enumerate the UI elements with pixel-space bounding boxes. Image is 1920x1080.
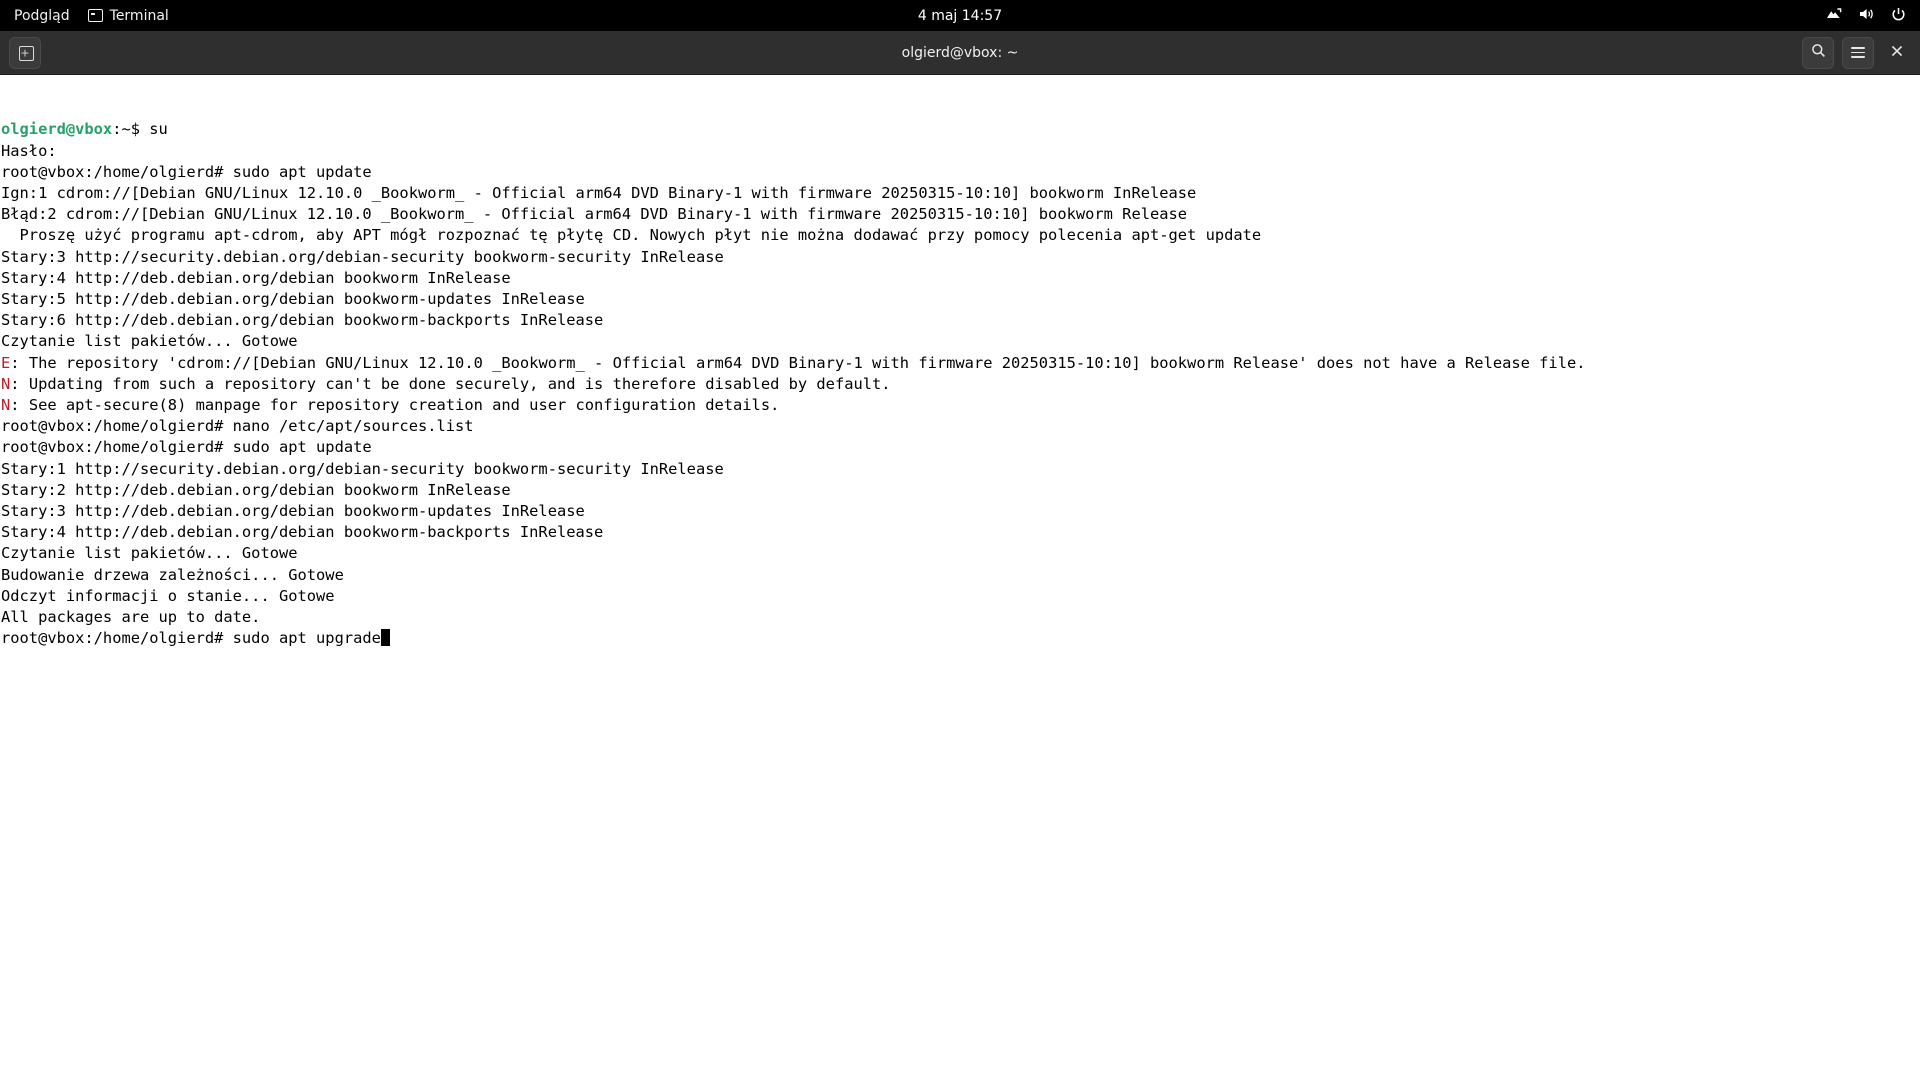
- top-bar-left-group: [0, 8, 169, 24]
- terminal-text: All packages are up to date.: [1, 608, 261, 627]
- top-bar-status-area[interactable]: [1825, 7, 1920, 25]
- search-button[interactable]: [1802, 37, 1834, 69]
- terminal-line: [0, 353, 1920, 374]
- terminal-line: [0, 162, 1920, 183]
- terminal-cursor: [381, 629, 390, 646]
- hamburger-menu-icon: [1851, 47, 1865, 58]
- terminal-line: [0, 247, 1920, 268]
- terminal-text: Błąd:2 cdrom://[Debian GNU/Linux 12.10.0 _Bookworm_ - Official arm64 DVD Binary-1 with firmware 20250315-10:10] bookworm Release: [1, 205, 1188, 224]
- terminal-line: [0, 480, 1920, 501]
- terminal-text: N: [1, 374, 11, 393]
- terminal-text: Czytanie list pakietów... Gotowe: [1, 544, 298, 563]
- terminal-line: [0, 437, 1920, 458]
- terminal-line: [0, 607, 1920, 628]
- terminal-window-item[interactable]: [88, 8, 169, 24]
- terminal-line: [0, 204, 1920, 225]
- terminal-line: [0, 628, 1920, 649]
- terminal-text: root@vbox:/home/olgierd# nano /etc/apt/sources.list: [1, 417, 474, 436]
- network-icon[interactable]: [1825, 7, 1842, 24]
- terminal-text: N: [1, 396, 11, 415]
- terminal-text: root@vbox:/home/olgierd# sudo apt update: [1, 438, 372, 457]
- terminal-line: [0, 310, 1920, 331]
- terminal-line: [0, 183, 1920, 204]
- terminal-line: [0, 268, 1920, 289]
- terminal-text: Odczyt informacji o stanie... Gotowe: [1, 586, 335, 605]
- terminal-line: [0, 459, 1920, 480]
- terminal-line: [0, 119, 1920, 140]
- terminal-icon: [88, 9, 103, 22]
- terminal-text: Stary:4 http://deb.debian.org/debian bookworm-backports InRelease: [1, 523, 604, 542]
- terminal-line: [0, 395, 1920, 416]
- terminal-text: Stary:4 http://deb.debian.org/debian bookworm InRelease: [1, 268, 511, 287]
- clock[interactable]: 4 maj 14:57: [917, 7, 1003, 24]
- menu-button[interactable]: [1842, 37, 1874, 69]
- titlebar-left-group: [0, 37, 41, 69]
- terminal-text: Stary:5 http://deb.debian.org/debian bookworm-updates InRelease: [1, 290, 585, 309]
- terminal-line: [0, 225, 1920, 246]
- terminal-text: Stary:1 http://security.debian.org/debian-security bookworm-security InRelease: [1, 459, 724, 478]
- titlebar-right-group: [1802, 37, 1920, 69]
- terminal-text: olgierd@vbox: [1, 120, 113, 139]
- close-icon: [1890, 44, 1904, 62]
- terminal-line: [0, 543, 1920, 564]
- terminal-text: E: [1, 353, 11, 372]
- terminal-line: [0, 586, 1920, 607]
- terminal-line: [0, 501, 1920, 522]
- search-icon: [1811, 43, 1826, 62]
- volume-icon[interactable]: [1858, 7, 1875, 24]
- terminal-line: [0, 565, 1920, 586]
- terminal-text: : Updating from such a repository can't be done securely, and is therefore disabled by default.: [10, 374, 891, 393]
- terminal-scrollbar[interactable]: [1916, 75, 1920, 1080]
- terminal-text: Czytanie list pakietów... Gotowe: [1, 332, 298, 351]
- terminal-output-area[interactable]: [0, 75, 1920, 1080]
- terminal-text: Stary:6 http://deb.debian.org/debian bookworm-backports InRelease: [1, 311, 604, 330]
- terminal-label: Terminal: [109, 7, 169, 24]
- preview-label: Podgląd: [14, 7, 70, 24]
- terminal-text: Budowanie drzewa zależności... Gotowe: [1, 565, 344, 584]
- terminal-text: :~$ su: [112, 120, 168, 139]
- window-title: olgierd@vbox: ~: [901, 44, 1019, 61]
- new-tab-icon: [19, 46, 32, 59]
- terminal-lines: [0, 119, 1920, 649]
- preview-menu-item[interactable]: [14, 8, 70, 24]
- terminal-text: : See apt-secure(8) manpage for repository creation and user configuration details.: [10, 396, 780, 415]
- power-icon[interactable]: [1891, 7, 1906, 25]
- terminal-line: [0, 374, 1920, 395]
- terminal-text: Proszę użyć programu apt-cdrom, aby APT mógł rozpoznać tę płytę CD. Nowych płyt nie można dodawać przy pomocy polecenia apt-get update: [1, 226, 1262, 245]
- terminal-line: [0, 289, 1920, 310]
- terminal-line: [0, 331, 1920, 352]
- terminal-text: Stary:2 http://deb.debian.org/debian bookworm InRelease: [1, 480, 511, 499]
- system-top-bar: [0, 0, 1920, 31]
- terminal-text: : The repository 'cdrom://[Debian GNU/Linux 12.10.0 _Bookworm_ - Official arm64 DVD Binary-1 with firmware 20250315-10:10] bookworm Release' does not have a Release file.: [10, 353, 1586, 372]
- terminal-line: [0, 416, 1920, 437]
- new-tab-button[interactable]: [9, 37, 41, 69]
- close-window-button[interactable]: [1882, 38, 1912, 68]
- terminal-line: [0, 141, 1920, 162]
- terminal-text: Ign:1 cdrom://[Debian GNU/Linux 12.10.0 _Bookworm_ - Official arm64 DVD Binary-1 with firmware 20250315-10:10] bookworm InRelease: [1, 184, 1197, 203]
- terminal-text: root@vbox:/home/olgierd# sudo apt upgrade: [1, 629, 381, 648]
- terminal-line: [0, 522, 1920, 543]
- terminal-text: Stary:3 http://security.debian.org/debian-security bookworm-security InRelease: [1, 247, 724, 266]
- terminal-text: root@vbox:/home/olgierd# sudo apt update: [1, 162, 372, 181]
- terminal-text: Stary:3 http://deb.debian.org/debian bookworm-updates InRelease: [1, 502, 585, 521]
- terminal-text: Hasło:: [1, 141, 57, 160]
- window-titlebar: [0, 31, 1920, 75]
